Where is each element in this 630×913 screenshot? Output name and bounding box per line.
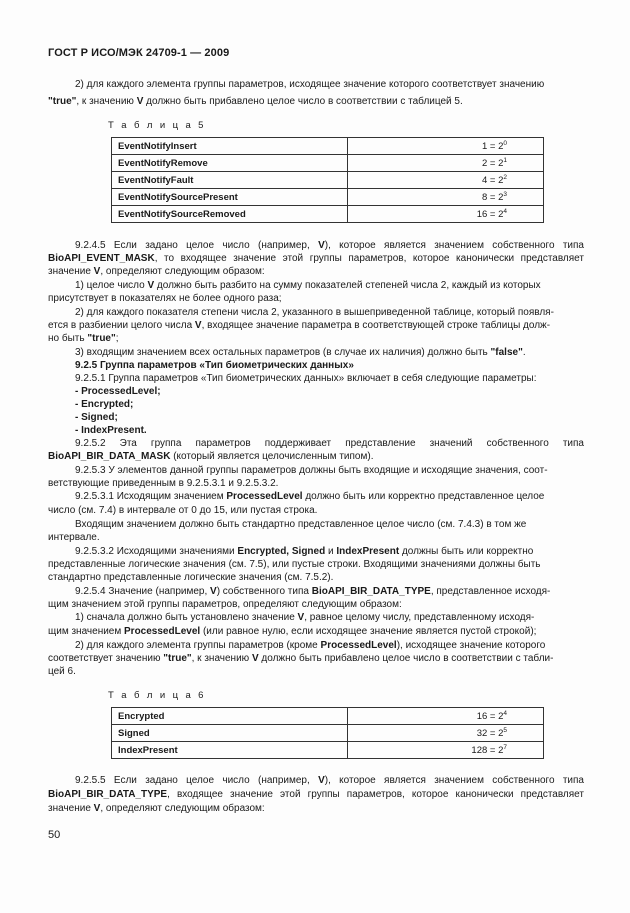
bold-text: - ProcessedLevel;	[75, 386, 161, 397]
text-run: значение	[48, 803, 94, 814]
text-run: 2) для каждого элемента группы параметров (кроме	[75, 640, 321, 651]
value-base: 1 = 2	[481, 141, 504, 153]
list-item	[75, 399, 584, 411]
bold-text: Encrypted, Signed	[237, 546, 326, 557]
parameter-name-cell: IndexPresent	[112, 742, 348, 759]
table-row	[112, 172, 544, 189]
text-run: , представленное исходя-	[430, 586, 551, 597]
parameter-name-cell: Signed	[112, 725, 348, 742]
value-base: 128 = 2	[471, 745, 504, 757]
text-line	[48, 96, 584, 108]
text-run: 3) входящим значением всех остальных параметров (в случае их наличия) должно быть	[75, 347, 491, 358]
text-run: должно быть или корректно представленное целое	[302, 491, 545, 502]
value-cell	[348, 725, 544, 742]
value-base: 32 = 2	[476, 728, 504, 740]
text-line	[48, 266, 584, 278]
bold-text: BioAPI_EVENT_MASK	[48, 253, 155, 264]
bold-text: ProcessedLevel	[124, 626, 201, 637]
table-row	[112, 206, 544, 223]
bold-text: BioAPI_BIR_DATA_MASK	[48, 451, 171, 462]
bold-text: 9.2.5 Группа параметров «Тип биометрических данных»	[75, 360, 354, 371]
bold-text: ProcessedLevel	[226, 491, 303, 502]
text-run: 2) для каждого показателя степени числа 2, указанного в вышеприведенной таблице, который появля-	[75, 307, 554, 318]
text-run: интервале.	[48, 532, 100, 543]
text-run: , определяют следующим образом:	[100, 803, 265, 814]
text-run: ), которое является значением собственного типа	[324, 240, 584, 251]
value-base: 4 = 2	[481, 175, 504, 187]
value-exponent: 3	[503, 190, 507, 198]
value-exponent: 2	[503, 173, 507, 181]
parameter-name-cell: EventNotifyFault	[112, 172, 348, 189]
text-run: значение	[48, 266, 94, 277]
bold-text: ProcessedLevel	[320, 640, 397, 651]
list-item	[75, 386, 584, 398]
value-cell	[348, 138, 544, 155]
text-run: 1) сначала должно быть установлено значение	[75, 612, 298, 623]
value-exponent: 5	[503, 726, 507, 734]
bold-text: - Encrypted;	[75, 399, 134, 410]
text-run: 9.2.5.5 Если задано целое число (например,	[75, 775, 319, 786]
text-run: ;	[115, 333, 119, 344]
text-run: 1) целое число	[75, 280, 148, 291]
text-line	[75, 280, 584, 292]
table5-caption: Т а б л и ц а 5	[108, 120, 206, 131]
text-line	[75, 347, 584, 359]
bold-text: "true"	[163, 653, 192, 664]
text-run: , равное целому числу, представленному исходя-	[304, 612, 535, 623]
text-run: (который является целочисленным типом).	[170, 451, 374, 462]
text-run: ется в разбиении целого числа	[48, 320, 195, 331]
text-run: , входящее значение этой группы параметров, которое канонически представляет	[167, 789, 584, 800]
bold-text: V	[93, 803, 101, 814]
bold-text: "false"	[490, 347, 523, 358]
text-line	[75, 465, 584, 477]
text-line	[75, 546, 584, 558]
text-line	[48, 532, 584, 544]
value-cell	[348, 155, 544, 172]
text-run: , входящее значение параметра в соответствующей строке таблицы долж-	[201, 320, 551, 331]
value-exponent: 4	[503, 709, 507, 717]
text-line	[48, 293, 584, 305]
parameter-name-cell: EventNotifyRemove	[112, 155, 348, 172]
value-exponent: 0	[503, 139, 507, 147]
text-run: , к значению	[191, 653, 252, 664]
text-run: представленные логические значения (см. 7.5), или пустые строки. Входящими значениями должны быть	[48, 559, 541, 570]
text-run: , определяют следующим образом:	[100, 266, 265, 277]
value-base: 8 = 2	[481, 192, 504, 204]
text-run: соответствует значению	[48, 653, 164, 664]
text-run: 9.2.5.3 У элементов данной группы параметров должны быть входящие и исходящие значения, соот-	[75, 465, 548, 476]
text-line	[48, 253, 584, 265]
text-line	[75, 612, 584, 624]
table-row	[112, 155, 544, 172]
bold-text: IndexPresent	[336, 546, 400, 557]
text-line	[75, 586, 584, 598]
value-cell	[348, 742, 544, 759]
bold-text: BioAPI_BIR_DATA_TYPE	[311, 586, 431, 597]
text-run: 9.2.5.3.1 Исходящим значением	[75, 491, 227, 502]
text-run: 9.2.4.5 Если задано целое число (например,	[75, 240, 319, 251]
value-cell	[348, 206, 544, 223]
text-line	[75, 373, 584, 385]
table6-caption: Т а б л и ц а 6	[108, 690, 206, 701]
text-run: ветствующие приведенным в 9.2.5.3.1 и 9.2.5.3.2.	[48, 478, 279, 489]
table-row	[112, 138, 544, 155]
text-run: должно быть прибавлено целое число в соответствии с табли-	[258, 653, 554, 664]
text-line	[48, 478, 584, 490]
text-run: число (см. 7.4) в интервале от 0 до 15, или пустая строка.	[48, 505, 318, 516]
bold-text: V	[93, 266, 101, 277]
value-exponent: 1	[503, 156, 507, 164]
document-header: ГОСТ Р ИСО/МЭК 24709-1 — 2009	[48, 47, 230, 59]
text-line	[48, 320, 584, 332]
text-line	[48, 626, 584, 638]
bold-text: V	[147, 280, 155, 291]
parameter-name-cell: EventNotifySourcePresent	[112, 189, 348, 206]
parameter-name-cell: EventNotifySourceRemoved	[112, 206, 348, 223]
bold-text: V	[210, 586, 217, 597]
text-run: Входящим значением должно быть стандартно представленное целое число (см. 7.4.3) в том же	[75, 519, 527, 530]
bold-text: "true"	[48, 96, 77, 107]
text-run: цей 6.	[48, 666, 76, 677]
table-row	[112, 708, 544, 725]
bold-text: BioAPI_BIR_DATA_TYPE	[48, 789, 168, 800]
text-run: ), исходящее значение которого	[396, 640, 546, 651]
value-cell	[348, 708, 544, 725]
bold-text: V	[194, 320, 202, 331]
text-run: ), которое является значением собственного типа	[324, 775, 584, 786]
bold-text: V	[297, 612, 305, 623]
text-line	[48, 572, 584, 584]
value-base: 2 = 2	[481, 158, 504, 170]
text-run: должно быть прибавлено целое число в соответствии с таблицей 5.	[143, 96, 463, 107]
table-row	[112, 725, 544, 742]
table5	[111, 137, 544, 223]
text-run: стандартно представленные логические значения (см. 7.5.2).	[48, 572, 334, 583]
text-line	[75, 640, 584, 652]
text-line	[48, 451, 584, 463]
bold-text: "true"	[87, 333, 116, 344]
bold-text: - IndexPresent.	[75, 425, 147, 436]
table-row	[112, 189, 544, 206]
text-line	[48, 505, 584, 517]
text-run: ) собственного типа	[216, 586, 312, 597]
bold-text: V	[318, 240, 325, 251]
text-line	[75, 775, 584, 787]
text-run: (или равное нулю, если исходящее значение является пустой строкой);	[200, 626, 537, 637]
text-line	[48, 599, 584, 611]
parameter-name-cell: EventNotifyInsert	[112, 138, 348, 155]
text-run: должно быть разбито на сумму показателей степеней числа 2, каждый из которых	[154, 280, 541, 291]
text-run: .	[522, 347, 526, 358]
text-line	[75, 307, 584, 319]
text-run: щим значением	[48, 626, 125, 637]
text-run: , к значению	[76, 96, 137, 107]
text-line	[48, 653, 584, 665]
bold-text: V	[136, 96, 144, 107]
text-run: , то входящее значение этой группы параметров, которое канонически представляет	[154, 253, 584, 264]
parameter-name-cell: Encrypted	[112, 708, 348, 725]
text-run: должны быть или корректно	[399, 546, 534, 557]
list-item	[75, 425, 584, 437]
bold-text: - Signed;	[75, 412, 118, 423]
text-run: 9.2.5.4 Значение (например,	[75, 586, 211, 597]
value-cell	[348, 189, 544, 206]
text-line	[75, 491, 584, 503]
text-line	[48, 803, 584, 815]
text-line	[48, 789, 584, 801]
section-heading	[75, 360, 584, 372]
text-line	[75, 519, 584, 531]
table-row	[112, 742, 544, 759]
text-run: 9.2.5.1 Группа параметров «Тип биометрических данных» включает в себя следующие параметры:	[75, 373, 537, 384]
text-run: щим значением этой группы параметров, определяют следующим образом:	[48, 599, 402, 610]
text-run: 2) для каждого элемента группы параметров, исходящее значение которого соответствует значению	[75, 79, 545, 90]
text-line	[48, 559, 584, 571]
list-item	[75, 412, 584, 424]
text-run: но быть	[48, 333, 88, 344]
text-run: присутствует в показателях не более одного раза;	[48, 293, 282, 304]
table6	[111, 707, 544, 759]
bold-text: V	[318, 775, 325, 786]
value-base: 16 = 2	[476, 711, 504, 723]
text-run: и	[325, 546, 337, 557]
text-line	[48, 333, 584, 345]
text-run: 9.2.5.3.2 Исходящими значениями	[75, 546, 238, 557]
value-base: 16 = 2	[476, 209, 504, 221]
value-cell	[348, 172, 544, 189]
page-number: 50	[48, 829, 61, 841]
text-line	[75, 79, 584, 91]
value-exponent: 7	[503, 743, 507, 751]
text-line	[48, 666, 584, 678]
text-line	[75, 438, 584, 450]
text-line	[75, 240, 584, 252]
value-exponent: 4	[503, 207, 507, 215]
bold-text: V	[251, 653, 259, 664]
text-run: 9.2.5.2 Эта группа параметров поддерживает представление значений собственного типа	[75, 438, 584, 449]
